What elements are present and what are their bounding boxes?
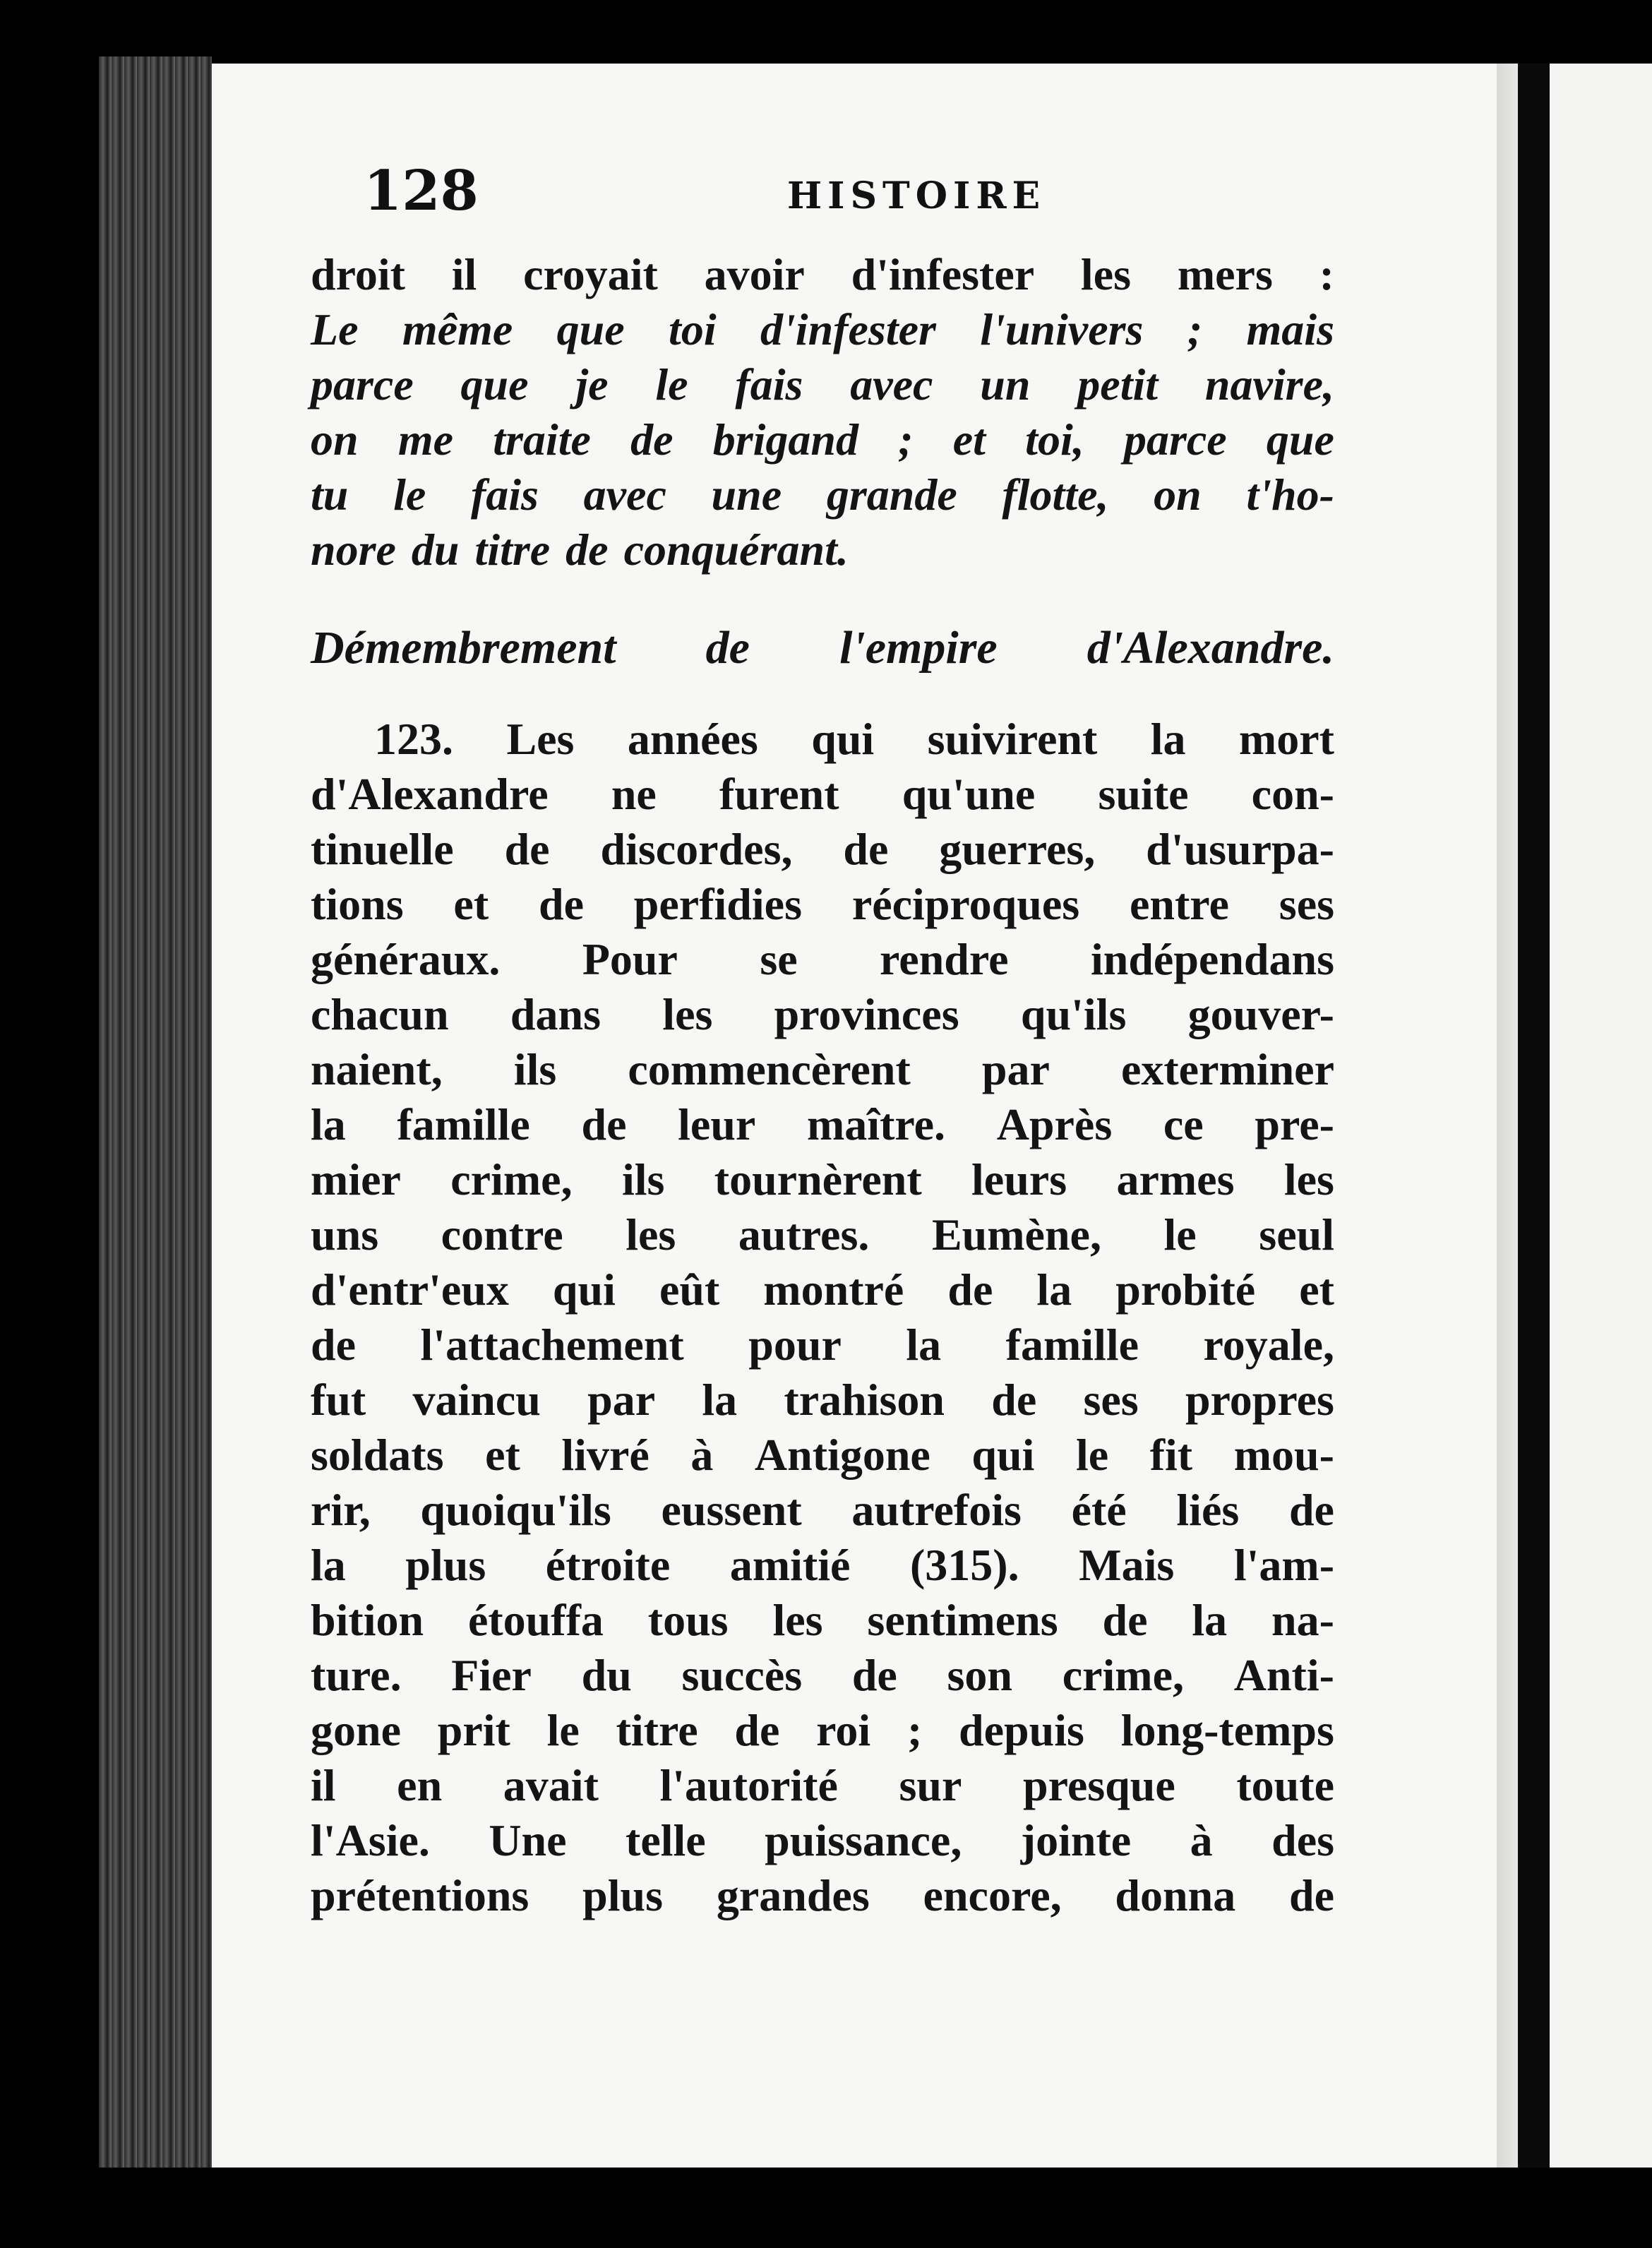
paragraph-line: chacun dans les provinces qu'ils gouver- <box>311 989 1334 1039</box>
paragraph-line: d'Alexandre ne furent qu'une suite con- <box>311 769 1334 819</box>
paragraph-line: prétentions plus grandes encore, donna de <box>311 1870 1334 1920</box>
paragraph-line: uns contre les autres. Eumène, le seul <box>311 1209 1334 1260</box>
paragraph-line: rir, quoiqu'ils eussent autrefois été liés de <box>311 1485 1334 1535</box>
paragraph-line: généraux. Pour se rendre indépendans <box>311 934 1334 984</box>
page-edges <box>99 56 212 2168</box>
running-head: HISTOIRE <box>787 174 1046 217</box>
scan-border <box>99 2168 1652 2248</box>
quote-line: nore du titre de conquérant. <box>311 525 849 575</box>
paragraph-line: naient, ils commencèrent par exterminer <box>311 1044 1334 1094</box>
paragraph-line: la famille de leur maître. Après ce pre- <box>311 1099 1334 1149</box>
quote-line: Le même que toi d'infester l'univers ; mais <box>311 304 1334 354</box>
paragraph-line: tions et de perfidies réciproques entre ses <box>311 879 1334 929</box>
paragraph-line: tinuelle de discordes, de guerres, d'usurpa- <box>311 824 1334 874</box>
paragraph-line: l'Asie. Une telle puissance, jointe à des <box>311 1815 1334 1865</box>
paragraph-123 <box>311 712 1334 1923</box>
paragraph-line: mier crime, ils tournèrent leurs armes les <box>311 1154 1334 1204</box>
paragraph-line: ture. Fier du succès de son crime, Anti- <box>311 1650 1334 1700</box>
quote-line: tu le fais avec une grande flotte, on t'ho- <box>311 470 1334 520</box>
book-spine <box>1518 64 1550 2182</box>
page-header <box>364 159 1324 237</box>
paragraph-line: la plus étroite amitié (315). Mais l'am- <box>311 1540 1334 1590</box>
page-number: 128 <box>364 159 479 223</box>
quote-line: parce que je le fais avec un petit navire, <box>311 359 1334 409</box>
paragraph-line: de l'attachement pour la famille royale, <box>311 1320 1334 1370</box>
quote-block <box>311 247 1334 578</box>
facing-page-edge <box>1550 64 1652 2182</box>
paragraph-line: d'entr'eux qui eût montré de la probité et <box>311 1264 1334 1315</box>
quote-line: droit il croyait avoir d'infester les mers : <box>311 249 1334 299</box>
paragraph-line: fut vaincu par la trahison de ses propres <box>311 1375 1334 1425</box>
paragraph-line: soldats et livré à Antigone qui le fit mou- <box>311 1430 1334 1480</box>
paragraph-line: bition étouffa tous les sentimens de la na- <box>311 1595 1334 1645</box>
paragraph-line: 123. Les années qui suivirent la mort <box>374 714 1334 764</box>
section-heading: Démembrement de l'empire d'Alexandre. <box>311 622 1334 674</box>
paragraph-line: il en avait l'autorité sur presque toute <box>311 1760 1334 1810</box>
body-text <box>311 247 1334 1923</box>
paragraph-line: gone prit le titre de roi ; depuis long-temps <box>311 1705 1334 1755</box>
quote-line: on me traite de brigand ; et toi, parce que <box>311 414 1334 465</box>
